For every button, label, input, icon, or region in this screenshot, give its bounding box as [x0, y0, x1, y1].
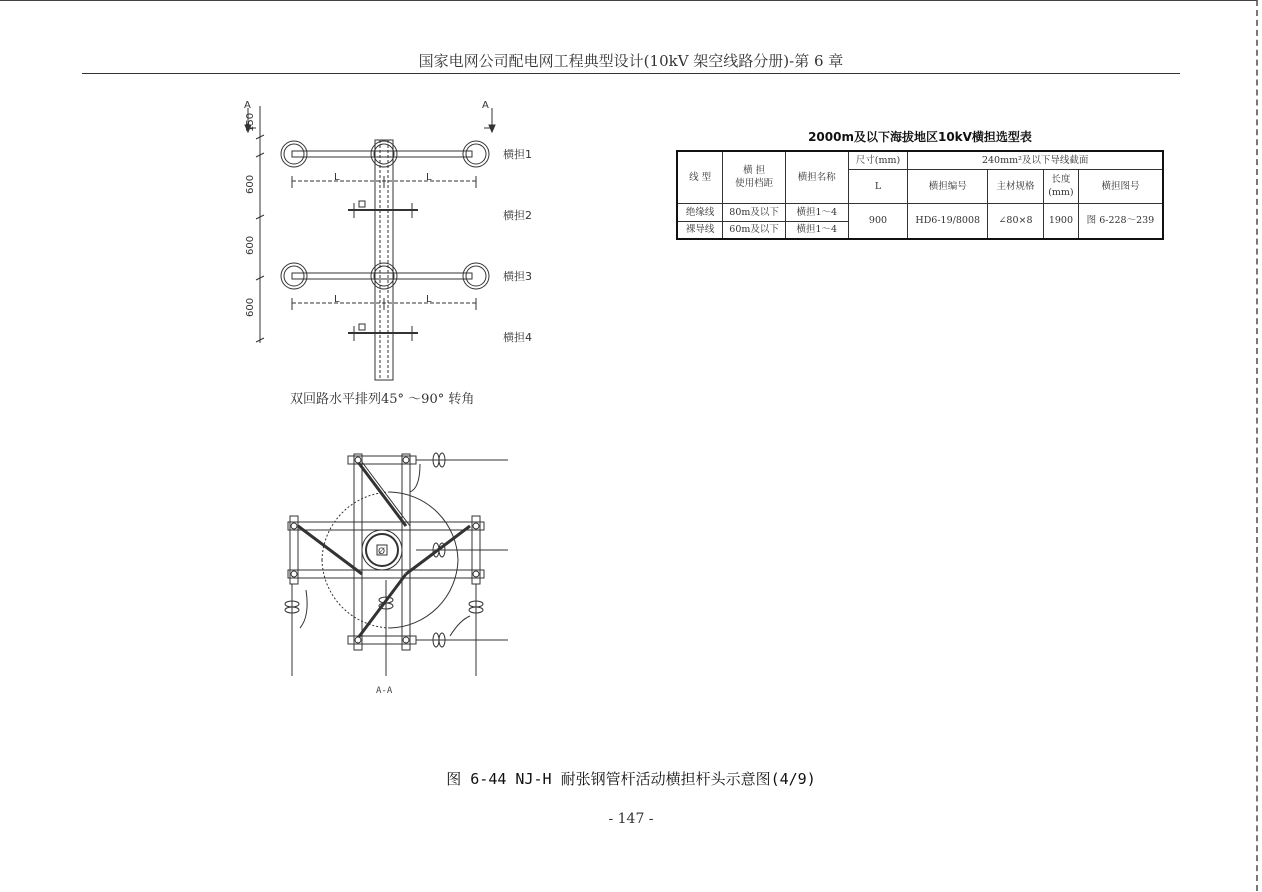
header-span: [723, 151, 786, 203]
header-length-top: 长度: [1051, 174, 1071, 185]
header-section: 240mm²及以下导线截面: [908, 151, 1163, 169]
crossarm-3-label: 横担3: [503, 270, 532, 283]
insulator-string-right-vertical: [469, 584, 483, 676]
page-number: - 147 -: [608, 811, 654, 827]
header-name: 横担名称: [785, 151, 848, 203]
section-aa-label: A-A: [376, 686, 393, 696]
crossarm-1: [281, 141, 489, 167]
header-drawing: 横担图号: [1078, 169, 1163, 203]
cell-span: 60m及以下: [723, 221, 786, 239]
plan-view-drawing: [270, 440, 515, 685]
header-L: L: [848, 169, 908, 203]
dim-600-a: 600: [245, 174, 256, 194]
table-title: 2000m及以下海拔地区10kV横担选型表: [808, 130, 1032, 144]
elevation-caption: 双回路水平排列45° ～90° 转角: [290, 392, 475, 407]
span-label-l2: L: [426, 172, 432, 183]
header-length-bottom: (mm): [1048, 187, 1074, 198]
insulator-string-bottom-right: [416, 616, 508, 647]
cell-span: 80m及以下: [723, 203, 786, 221]
crossarm-selection-table: [676, 150, 1164, 240]
header-code: 横担编号: [908, 169, 988, 203]
dim-600-b: 600: [245, 235, 256, 255]
crossarm-3: [281, 263, 489, 289]
insulator-string-top: [410, 453, 508, 492]
header-material: 主材规格: [988, 169, 1044, 203]
header-line-type: 线 型: [677, 151, 723, 203]
crossarm-2: [348, 201, 418, 218]
header-length: [1043, 169, 1078, 203]
section-mark-left-label: A: [244, 100, 251, 111]
figure-caption: 图 6-44 NJ-H 耐张钢管杆活动横担杆头示意图(4/9): [446, 770, 816, 788]
header-span-bottom: 使用档距: [735, 178, 774, 190]
cell-material: ∠80×8: [988, 203, 1044, 239]
header-rule: [82, 73, 1180, 74]
header-span-top: 横 担: [743, 165, 766, 177]
header-size: 尺寸(mm): [848, 151, 908, 169]
elevation-drawing: [236, 98, 556, 383]
crossarm-4: [348, 324, 418, 341]
pole-mark: Ø: [378, 547, 386, 557]
crossarm-2-label: 横担2: [503, 209, 532, 222]
crossarm-4-label: 横担4: [503, 331, 532, 344]
insulator-string-left: [285, 584, 307, 676]
dim-600-c: 600: [245, 297, 256, 317]
page-header-title: 国家电网公司配电网工程典型设计(10kV 架空线路分册)-第 6 章: [418, 52, 844, 70]
cell-code: HD6-19/8008: [908, 203, 988, 239]
cell-name: 横担1～4: [785, 203, 848, 221]
cell-length: 1900: [1043, 203, 1078, 239]
cell-line-type: 绝缘线: [677, 203, 723, 221]
crossarm-1-label: 横担1: [503, 148, 532, 161]
table-row: [677, 203, 1163, 221]
cell-name: 横担1～4: [785, 221, 848, 239]
span-label-l3: L: [334, 294, 340, 305]
cell-L: 900: [848, 203, 908, 239]
span-label-l1: L: [334, 172, 340, 183]
cell-drawing: 图 6-228～239: [1078, 203, 1163, 239]
dim-150: 150: [245, 112, 256, 132]
section-mark-right-label: A: [482, 100, 489, 111]
span-label-l4: L: [426, 294, 432, 305]
cell-line-type: 裸导线: [677, 221, 723, 239]
